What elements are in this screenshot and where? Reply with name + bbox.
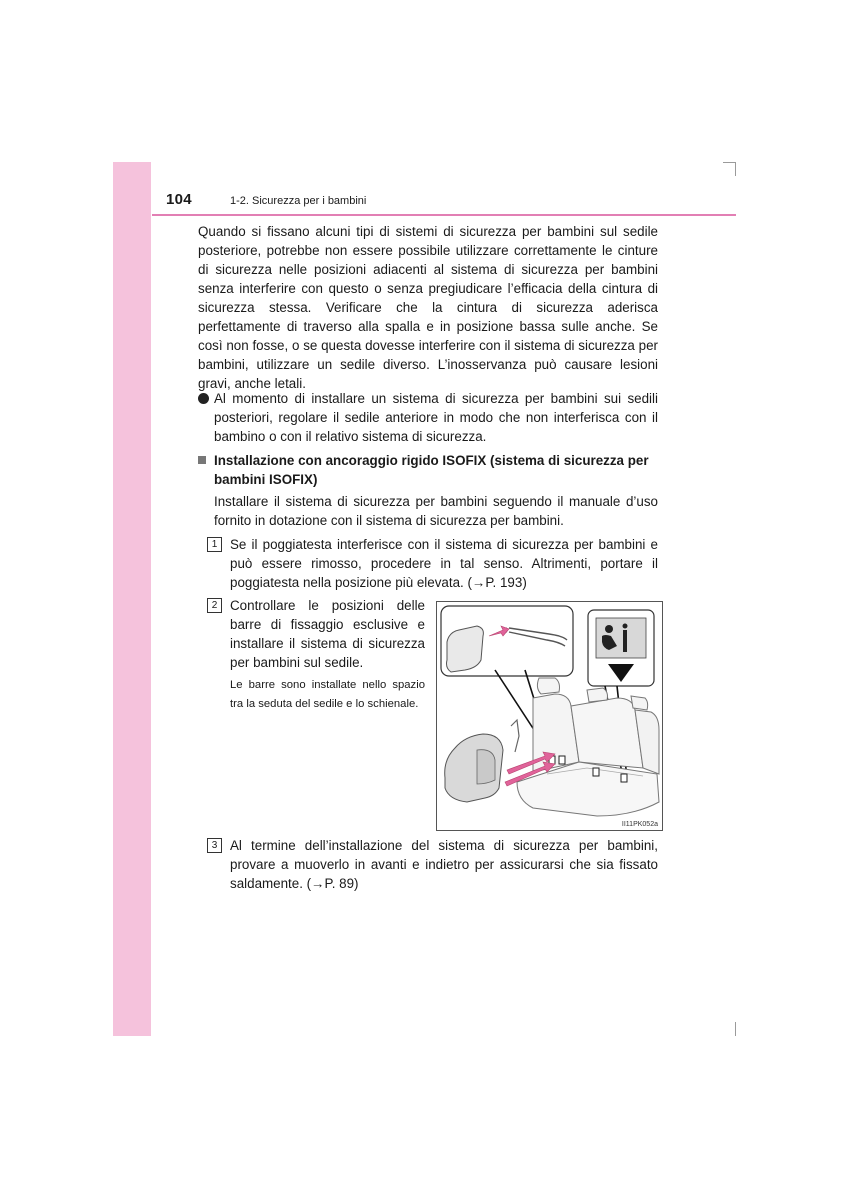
- side-tab-bar: [113, 162, 151, 1036]
- headrest-left: [537, 678, 559, 694]
- anchor-mark: [559, 756, 565, 764]
- step-number: 3: [207, 838, 222, 853]
- subheading-text: Installazione con ancoraggio rigido ISOFIX (sistema di sicurezza per bambini ISOFIX): [214, 453, 649, 487]
- section-title: 1-2. Sicurezza per i bambini: [230, 195, 367, 207]
- page-number: 104: [166, 191, 192, 208]
- anchor-mark: [593, 768, 599, 776]
- crop-mark: [735, 162, 736, 176]
- header-rule: [152, 214, 736, 216]
- step-number: 2: [207, 598, 222, 613]
- bullet-text: Al momento di installare un sistema di sicurezza per bambini sui sedili posteriori, regolare il sedile anteriore in modo che non interferisca con il bambino o con il relativo sistema di sicurezza.: [214, 391, 658, 444]
- subheading: [198, 451, 658, 489]
- crop-mark: [735, 1022, 736, 1036]
- step-1: [207, 535, 658, 592]
- figure-code: II11PK052a: [621, 821, 658, 828]
- bullet-dot-icon: [198, 393, 209, 404]
- step-text: Al termine dell’installazione del sistema di sicurezza per bambini, provare a muoverlo in avanti e indietro per assicurarsi che sia fissato saldamente. (→P. 89): [230, 838, 658, 891]
- step-2-note: Le barre sono installate nello spazio tra la seduta del sedile e lo schienale.: [230, 679, 425, 710]
- bullet-item: [198, 389, 658, 446]
- install-paragraph: Installare il sistema di sicurezza per bambini seguendo il manuale d’uso fornito in dotazione con il sistema di sicurezza per bambini.: [214, 494, 658, 528]
- step-text: Controllare le posizioni delle barre di fissaggio esclusive e installare il sistema di sicurezza per bambini sul sedile.: [230, 598, 425, 670]
- headrest-right: [631, 696, 648, 710]
- seat-backrest-middle: [571, 698, 643, 768]
- isofix-illustration: [436, 601, 663, 831]
- step-3: [207, 836, 658, 893]
- square-bullet-icon: [198, 456, 206, 464]
- step-2: [207, 596, 425, 672]
- headrest-middle: [587, 688, 608, 702]
- isofix-drawing: [437, 602, 664, 832]
- step-number: 1: [207, 537, 222, 552]
- step-text: Se il poggiatesta interferisce con il sistema di sicurezza per bambini e può essere rimosso, procedere in tal senso. Altrimenti, portare il poggiatesta nella posizione più elevata. (→P. 193): [230, 537, 658, 590]
- anchor-mark: [621, 774, 627, 782]
- intro-paragraph: Quando si fissano alcuni tipi di sistemi di sicurezza per bambini sul sedile posteriore, potrebbe non essere possibile utilizzare correttamente le cinture di sicurezza nelle posizioni adiacenti al sistema di sicurezza per bambini senza interferire con questo o senza pregiudicare l’efficacia della cintura di sicurezza stessa. Verificare che la cintura di sicurezza aderisca perfettamente di traverso alla spalla e in posizione bassa sulle anche. Se così non fosse, o se questa dovesse interferire con il sistema di sicurezza per bambini, utilizzare un sedile diverso. L’inosservanza può causare lesioni gravi, anche letali.: [198, 224, 658, 391]
